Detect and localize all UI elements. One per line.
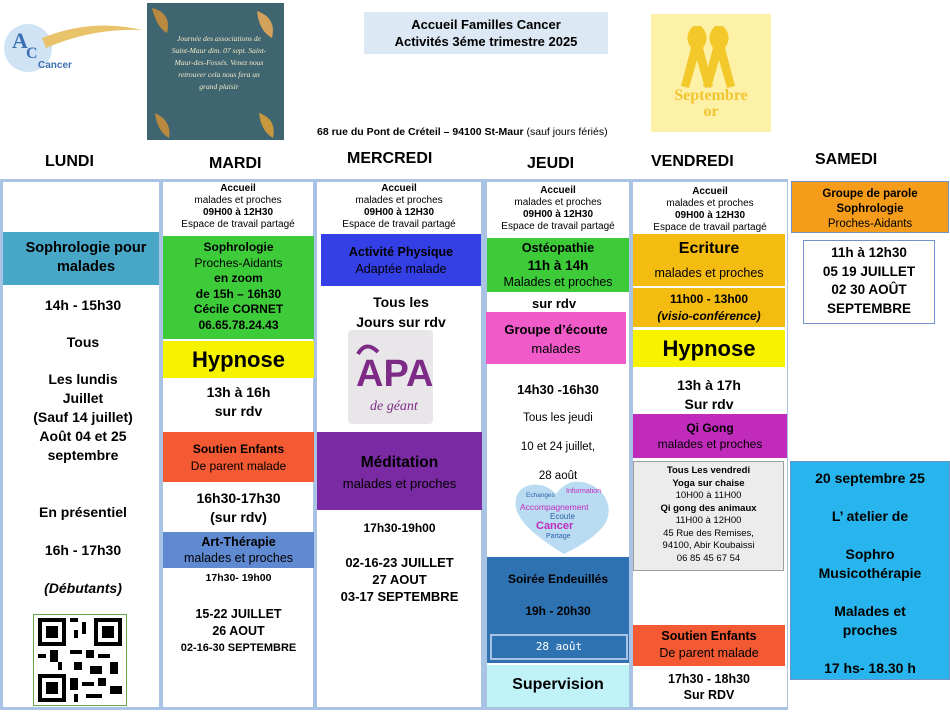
- heart-word-5: Partage: [546, 533, 571, 540]
- lundi-detail-3: Août 04 et 25: [39, 428, 127, 444]
- vendredi-yoga-line-5: 45 Rue des Remises,: [663, 527, 754, 539]
- vendredi-yoga-line-7: 06 85 45 67 54: [676, 552, 741, 564]
- samedi-groupe-line-2: 02 30 AOÛT: [831, 282, 907, 297]
- lundi-detail-0: Les lundis: [48, 371, 118, 387]
- accueil-sub: malades et proches: [666, 198, 754, 209]
- vendredi-yoga-box: [633, 461, 784, 571]
- svg-text:de géant: de géant: [370, 399, 418, 414]
- lundi-sophrologie-title: Sophrologie pour malades: [25, 240, 147, 275]
- vendredi-ecriture-sub: malades et proches: [654, 266, 764, 280]
- heart-word-3: Ecoute: [550, 512, 575, 521]
- day-lundi: LUNDI: [45, 153, 94, 170]
- ribbon-text-2: or: [703, 103, 719, 120]
- mardi-art-sub: malades et proches: [183, 551, 294, 565]
- mardi-sophro-line-3: 06.65.78.24.43: [198, 317, 279, 332]
- heart-word-4: Cancer: [536, 520, 574, 532]
- vendredi-hypnose-box: [633, 330, 785, 367]
- logo-text: Cancer: [38, 60, 72, 71]
- lundi-debutants: (Débutants): [44, 580, 122, 596]
- vendredi-ecriture-box: [633, 234, 785, 286]
- mardi-art-date-1: 26 AOUT: [212, 624, 265, 638]
- jeudi-ecoute-title: Groupe d’écoute: [504, 322, 608, 337]
- svg-text:A: A: [12, 28, 28, 53]
- association-poster: [147, 3, 284, 140]
- address: [317, 126, 608, 138]
- samedi-sophro-line-3: Musicothérapie: [818, 565, 922, 581]
- apa-logo: [348, 330, 433, 424]
- jeudi-ecoute-box: [486, 312, 626, 364]
- samedi-sophro-line-6: 17 hs- 18.30 h: [824, 660, 916, 676]
- samedi-sophro-line-2: Sophro: [845, 546, 895, 562]
- accueil-mercredi: [317, 183, 481, 231]
- lundi-time-2: 16h - 17h30: [44, 542, 122, 558]
- title-line-1: Accueil Familles Cancer: [411, 17, 561, 32]
- mercredi-jours: [321, 292, 481, 332]
- accueil-sub: malades et proches: [355, 195, 443, 206]
- mardi-art-time: 17h30- 19h00: [205, 572, 272, 584]
- mardi-hypnose-title: Hypnose: [192, 347, 285, 372]
- accueil-title: Accueil: [220, 183, 256, 194]
- accueil-space: Espace de travail partagé: [653, 222, 767, 233]
- vendredi-yoga-line-1: Yoga sur chaise: [672, 477, 745, 489]
- jeudi-soiree-time: 19h - 20h30: [525, 604, 591, 618]
- mercredi-meditation-time: [317, 521, 482, 535]
- day-samedi: SAMEDI: [815, 151, 878, 168]
- lundi-presentiel: En présentiel: [39, 504, 127, 520]
- samedi-groupe-sub-2: Proches-Aidants: [827, 218, 913, 230]
- jeudi-soiree-date: 28 août: [490, 634, 628, 660]
- samedi-groupe-schedule: [803, 240, 935, 324]
- jeudi-osteo-time: 11h à 14h: [527, 258, 589, 273]
- mercredi-date-2: 03-17 SEPTEMBRE: [340, 589, 459, 604]
- vendredi-yoga-line-0: Tous Les vendredi: [666, 465, 751, 476]
- vendredi-soutien-sub: De parent malade: [659, 646, 759, 660]
- vendredi-qigong-title: Qi Gong: [686, 421, 734, 435]
- accueil-jeudi: [487, 185, 629, 233]
- mardi-art-schedule: [163, 572, 314, 584]
- vendredi-qigong-sub: malades et proches: [657, 437, 763, 451]
- heart-word-1: Information: [566, 488, 602, 495]
- mardi-soutien-time: 16h30-17h30: [196, 490, 281, 506]
- lundi-tous: Tous: [66, 334, 100, 350]
- mercredi-activite-title: Activité Physique: [348, 245, 454, 259]
- samedi-sophro-line-4: Malades et: [834, 603, 906, 619]
- mardi-art-date-2: 02-16-30 SEPTEMBRE: [180, 642, 297, 654]
- lundi-sophrologie-box: [3, 232, 159, 285]
- heart-word-2: Accompagnement: [520, 502, 589, 512]
- mercredi-jours-rdv: Jours sur rdv: [356, 314, 446, 330]
- mercredi-meditation-sub: malades et proches: [342, 476, 457, 491]
- samedi-sophro-line-0: 20 septembre 25: [815, 470, 925, 486]
- jeudi-ecoute-line-0: Tous les jeudi: [523, 412, 593, 424]
- mardi-soutien-title: Soutien Enfants: [192, 442, 285, 456]
- accueil-mardi: [163, 183, 313, 231]
- jeudi-ecoute-schedule: [487, 375, 629, 491]
- mardi-soutien-sub: De parent malade: [190, 459, 287, 473]
- jeudi-ecoute-line-1: 10 et 24 juillet,: [520, 441, 596, 453]
- samedi-groupe-line-3: SEPTEMBRE: [826, 300, 911, 316]
- lundi-schedule: [3, 296, 163, 598]
- lundi-time: 14h - 15h30: [44, 297, 122, 313]
- mardi-art-date-0: 15-22 JUILLET: [195, 607, 282, 621]
- jeudi-supervision-title: Supervision: [512, 676, 604, 693]
- vendredi-ecriture-visio: (visio-conférence): [657, 309, 761, 323]
- accueil-vendredi: [633, 186, 787, 234]
- vendredi-yoga-line-2: 10H00 à 11H00: [675, 490, 742, 501]
- samedi-groupe-sub-1: Sophrologie: [836, 203, 904, 215]
- vendredi-hypnose-rdv: Sur rdv: [684, 396, 734, 412]
- svg-text:C: C: [26, 45, 38, 62]
- accueil-hours: 09H00 à 12H30: [674, 210, 746, 221]
- jeudi-ecoute-sub: malades: [531, 341, 581, 356]
- poster-text: Journée des associations de Saint-Maur dim. 07 sept. Saint-Maur-des-Fossés. Venez nous retrouver cela nous fera un grand plaisir: [171, 34, 267, 91]
- vendredi-qigong-box: [633, 414, 787, 458]
- mardi-sophro-title: Sophrologie: [203, 240, 274, 254]
- accueil-title: Accueil: [381, 183, 417, 194]
- samedi-sophro-line-1: L’ atelier de: [831, 508, 909, 524]
- vendredi-hypnose-title: Hypnose: [662, 336, 756, 361]
- accueil-hours: 09H00 à 12H30: [522, 209, 594, 220]
- logo: [2, 8, 142, 78]
- mercredi-meditation-title: Méditation: [360, 454, 439, 471]
- qr-code[interactable]: [33, 614, 127, 706]
- samedi-sophro-box: [790, 461, 950, 680]
- mardi-hypnose-rdv: sur rdv: [214, 403, 263, 419]
- jeudi-soiree-box: [487, 557, 629, 663]
- mercredi-meditation-dates: [317, 554, 482, 605]
- mardi-sophro-line-0: en zoom: [214, 271, 263, 285]
- mardi-sophro-line-2: Cécile CORNET: [193, 302, 284, 316]
- accueil-hours: 09H00 à 12H30: [202, 207, 274, 218]
- samedi-groupe-line-0: 11h à 12h30: [831, 245, 907, 260]
- accueil-space: Espace de travail partagé: [342, 219, 456, 230]
- samedi-groupe-box: [791, 181, 949, 233]
- mardi-soutien-schedule: [163, 489, 314, 527]
- jeudi-osteo-title: Ostéopathie: [521, 241, 595, 255]
- address-street: 68 rue du Pont de Créteil – 94100 St-Maur: [317, 126, 524, 138]
- accueil-space: Espace de travail partagé: [181, 219, 295, 230]
- svg-text:APA: APA: [356, 353, 433, 395]
- mercredi-activite-box: [321, 234, 481, 286]
- jeudi-ecoute-time: 14h30 -16h30: [517, 382, 599, 397]
- samedi-groupe-line-1: 05 19 JUILLET: [822, 263, 916, 279]
- lundi-detail-4: septembre: [47, 447, 119, 463]
- vendredi-yoga-line-4: 11H00 à 12H00: [675, 515, 742, 526]
- mardi-art-box: [163, 532, 314, 568]
- vendredi-soutien-schedule: [633, 671, 785, 703]
- jeudi-ecoute-line-2: 28 août: [538, 470, 578, 482]
- vendredi-ecriture-time-box: [633, 288, 785, 327]
- mardi-sophrologie-box: [163, 236, 314, 339]
- day-jeudi: JEUDI: [527, 155, 575, 172]
- vendredi-soutien-box: [633, 625, 785, 666]
- vendredi-hypnose-schedule: [633, 376, 785, 414]
- heart-image: [510, 478, 618, 556]
- vendredi-ecriture-title: Ecriture: [678, 240, 740, 257]
- samedi-sophro-line-5: proches: [842, 622, 898, 638]
- mardi-soutien-rdv: (sur rdv): [210, 509, 267, 525]
- mercredi-date-0: 02-16-23 JUILLET: [345, 555, 454, 570]
- heart-word-0: Echanges: [526, 492, 555, 499]
- mercredi-tous-les: Tous les: [373, 294, 429, 310]
- mercredi-date-1: 27 AOUT: [372, 572, 427, 587]
- ribbon-text-1: Septembre: [674, 87, 748, 104]
- lundi-detail-2: (Sauf 14 juillet): [33, 409, 133, 425]
- jeudi-soiree-title: Soirée Endeuillés: [507, 572, 609, 586]
- day-vendredi: VENDREDI: [651, 153, 734, 170]
- mardi-soutien-box: [163, 432, 314, 482]
- mardi-art-dates: [163, 606, 314, 657]
- accueil-hours: 09H00 à 12H30: [363, 207, 435, 218]
- jeudi-supervision-box: [487, 665, 629, 707]
- vendredi-soutien-title: Soutien Enfants: [661, 629, 757, 643]
- mercredi-meditation-time-text: 17h30-19h00: [363, 521, 436, 535]
- address-note: (sauf jours fériés): [523, 126, 608, 138]
- vendredi-hypnose-time: 13h à 17h: [677, 377, 741, 393]
- page-title: [364, 12, 608, 54]
- mardi-hypnose-box: [163, 341, 314, 378]
- accueil-space: Espace de travail partagé: [501, 221, 615, 232]
- accueil-sub: malades et proches: [194, 195, 282, 206]
- mercredi-meditation-box: [317, 432, 482, 510]
- accueil-sub: malades et proches: [514, 197, 602, 208]
- mardi-hypnose-schedule: [163, 383, 314, 421]
- vendredi-yoga-line-3: Qi gong des animaux: [660, 502, 757, 514]
- vendredi-yoga-line-6: 94100, Abir Koubaissi: [662, 540, 755, 551]
- samedi-groupe-title: Groupe de parole: [822, 188, 918, 200]
- mardi-sophro-sub: Proches-Aidants: [194, 255, 283, 270]
- jeudi-osteo-box: [487, 238, 629, 292]
- lundi-detail-1: Juillet: [62, 390, 104, 406]
- day-mardi: MARDI: [209, 155, 262, 172]
- accueil-title: Accueil: [540, 185, 576, 196]
- vendredi-ecriture-time: 11h00 - 13h00: [669, 292, 749, 306]
- mardi-sophro-line-1: de 15h – 16h30: [195, 286, 282, 301]
- vendredi-soutien-rdv: Sur RDV: [683, 688, 735, 702]
- mardi-hypnose-time: 13h à 16h: [206, 384, 271, 400]
- vendredi-soutien-time: 17h30 - 18h30: [668, 672, 750, 686]
- jeudi-osteo-sub: Malades et proches: [503, 275, 613, 289]
- september-ribbon: [651, 14, 771, 132]
- mercredi-activite-sub: Adaptée malade: [355, 262, 447, 276]
- jeudi-osteo-rdv: sur rdv: [532, 296, 577, 311]
- title-line-2: Activités 3éme trimestre 2025: [394, 34, 578, 49]
- mardi-art-title: Art-Thérapie: [201, 535, 276, 549]
- accueil-title: Accueil: [692, 186, 728, 197]
- day-mercredi: MERCREDI: [347, 150, 433, 167]
